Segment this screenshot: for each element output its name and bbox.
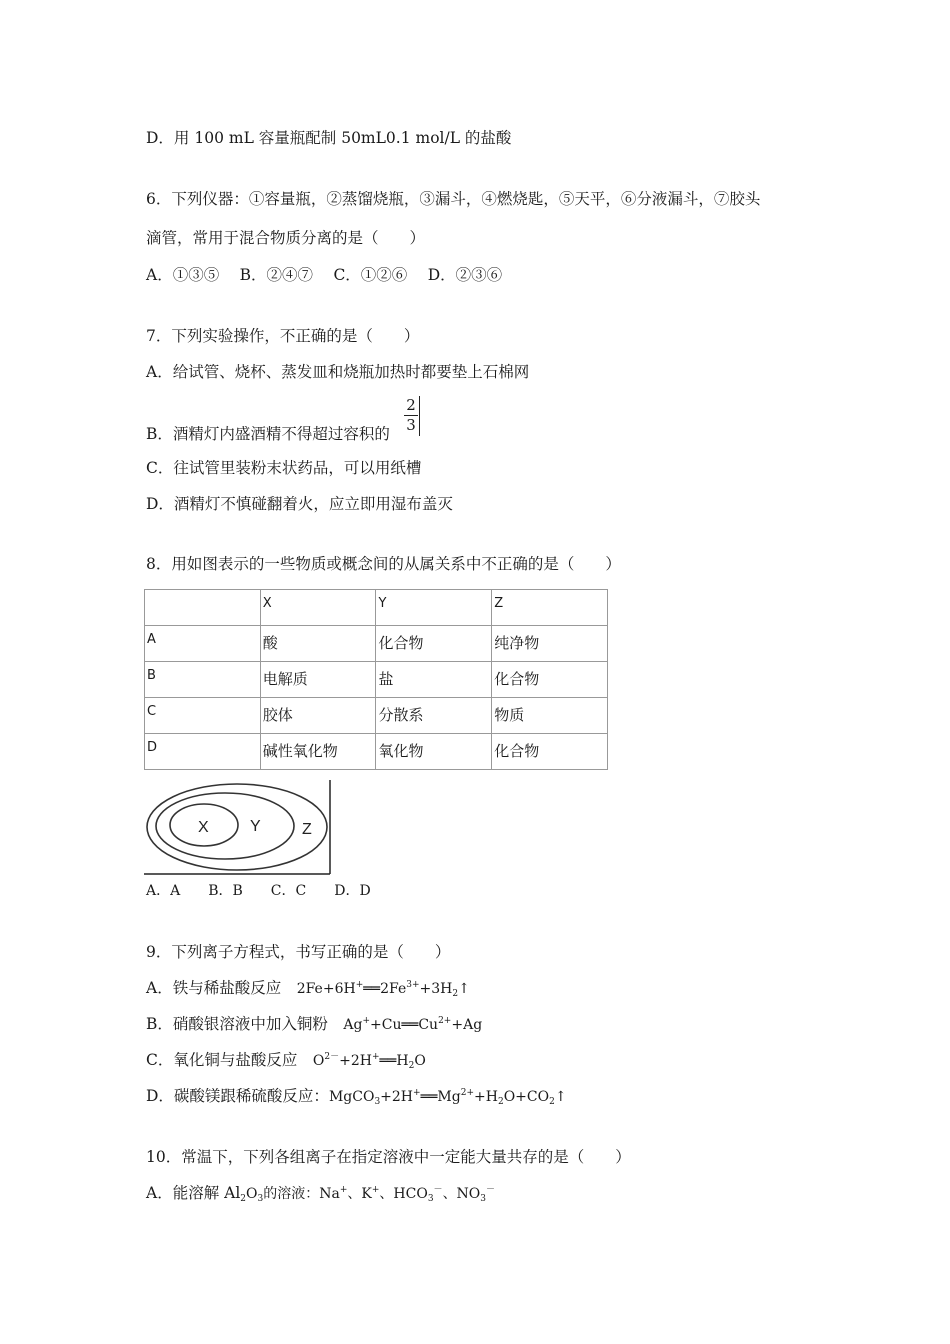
q9-option-d-label: D．碳酸镁跟稀硫酸反应： xyxy=(146,1087,329,1105)
formula-a: $_2O_3$的溶液：Na+、K+、$HCO_3^-$、$NO_3^-$ xyxy=(240,1185,496,1204)
venn-label-z: Z xyxy=(302,821,312,838)
q9-option-c xyxy=(146,1050,426,1071)
table-header-row xyxy=(145,590,608,626)
q9-option-c-label: C．氧化铜与盐酸反应 xyxy=(146,1051,313,1069)
table-cell: 电解质 xyxy=(260,662,376,698)
venn-ellipse-z xyxy=(147,784,327,870)
venn-ellipse-y xyxy=(156,793,294,859)
q7-stem: 7．下列实验操作，不正确的是（ ） xyxy=(146,327,420,345)
table-cell xyxy=(145,590,261,626)
q8-stem: 8．用如图表示的一些物质或概念间的从属关系中不正确的是（ ） xyxy=(146,555,621,573)
fraction-bar xyxy=(419,396,420,436)
table-cell: B xyxy=(145,662,261,698)
table-cell: Z xyxy=(492,590,608,626)
q9-option-a xyxy=(146,978,470,999)
q7-option-b: B．酒精灯内盛酒精不得超过容积的 xyxy=(146,425,390,443)
fraction-numerator: 2 xyxy=(406,396,416,414)
q7-option-d: D．酒精灯不慎碰翻着火，应立即用湿布盖灭 xyxy=(146,495,453,513)
q9-stem: 9．下列离子方程式，书写正确的是（ ） xyxy=(146,943,451,961)
table-cell: 物质 xyxy=(492,698,608,734)
q10-option-a-label: A．能溶解 Al xyxy=(146,1184,241,1202)
table-cell: Y xyxy=(376,590,492,626)
table-cell: D xyxy=(145,734,261,770)
table-cell: 纯净物 xyxy=(492,626,608,662)
q9-option-b-label: B．硝酸银溶液中加入铜粉 xyxy=(146,1015,344,1033)
table-row xyxy=(145,698,608,734)
equation-a: $2Fe+6H^+══2Fe^{3+}+3H_2↑$ xyxy=(296,980,470,999)
table-row xyxy=(145,626,608,662)
q7-fraction xyxy=(404,396,418,435)
equation-c: $O^{2-}+2H^+══H_2O$ xyxy=(312,1052,426,1071)
q5-option-d: D．用 100 mL 容量瓶配制 50mL0.1 mol/L 的盐酸 xyxy=(146,129,512,147)
q6-stem-line1: 6．下列仪器：①容量瓶，②蒸馏烧瓶，③漏斗，④燃烧匙，⑤天平，⑥分液漏斗，⑦胶头 xyxy=(146,190,761,208)
table-cell: X xyxy=(260,590,376,626)
q10-option-a xyxy=(146,1183,495,1204)
table-row xyxy=(145,734,608,770)
table-cell: 分散系 xyxy=(376,698,492,734)
table-cell: 酸 xyxy=(260,626,376,662)
table-cell: 氧化物 xyxy=(376,734,492,770)
table-cell: 化合物 xyxy=(492,734,608,770)
table-cell: 胶体 xyxy=(260,698,376,734)
table-cell: 碱性氧化物 xyxy=(260,734,376,770)
q10-stem: 10．常温下，下列各组离子在指定溶液中一定能大量共存的是（ ） xyxy=(146,1148,631,1166)
q7-option-c: C．往试管里装粉末状药品，可以用纸槽 xyxy=(146,459,422,477)
table-cell: 盐 xyxy=(376,662,492,698)
q9-option-a-label: A．铁与稀盐酸反应 xyxy=(146,979,297,997)
venn-label-x: X xyxy=(198,819,209,836)
q9-option-d xyxy=(146,1086,567,1107)
q7-option-a: A．给试管、烧杯、蒸发皿和烧瓶加热时都要垫上石棉网 xyxy=(146,363,530,381)
venn-label-y: Y xyxy=(250,818,261,835)
q8-options: A．A B．B C．C D．D xyxy=(146,883,371,899)
table-row xyxy=(145,662,608,698)
table-cell: 化合物 xyxy=(376,626,492,662)
table-cell: 化合物 xyxy=(492,662,608,698)
q6-options: A．①③⑤ B．②④⑦ C．①②⑥ D．②③⑥ xyxy=(146,266,503,284)
fraction-denominator: 3 xyxy=(404,415,418,435)
table-cell: C xyxy=(145,698,261,734)
table-cell: A xyxy=(145,626,261,662)
equation-b: $Ag^++Cu══Cu^{2+}+Ag$ xyxy=(343,1016,483,1033)
venn-diagram xyxy=(144,780,332,876)
q6-stem-line2: 滴管，常用于混合物质分离的是（ ） xyxy=(146,229,426,247)
q9-option-b xyxy=(146,1014,482,1035)
equation-d: $MgCO_3+2H^+══Mg^{2+}+H_2O+CO_2↑$ xyxy=(328,1088,567,1107)
q8-table xyxy=(144,589,608,770)
